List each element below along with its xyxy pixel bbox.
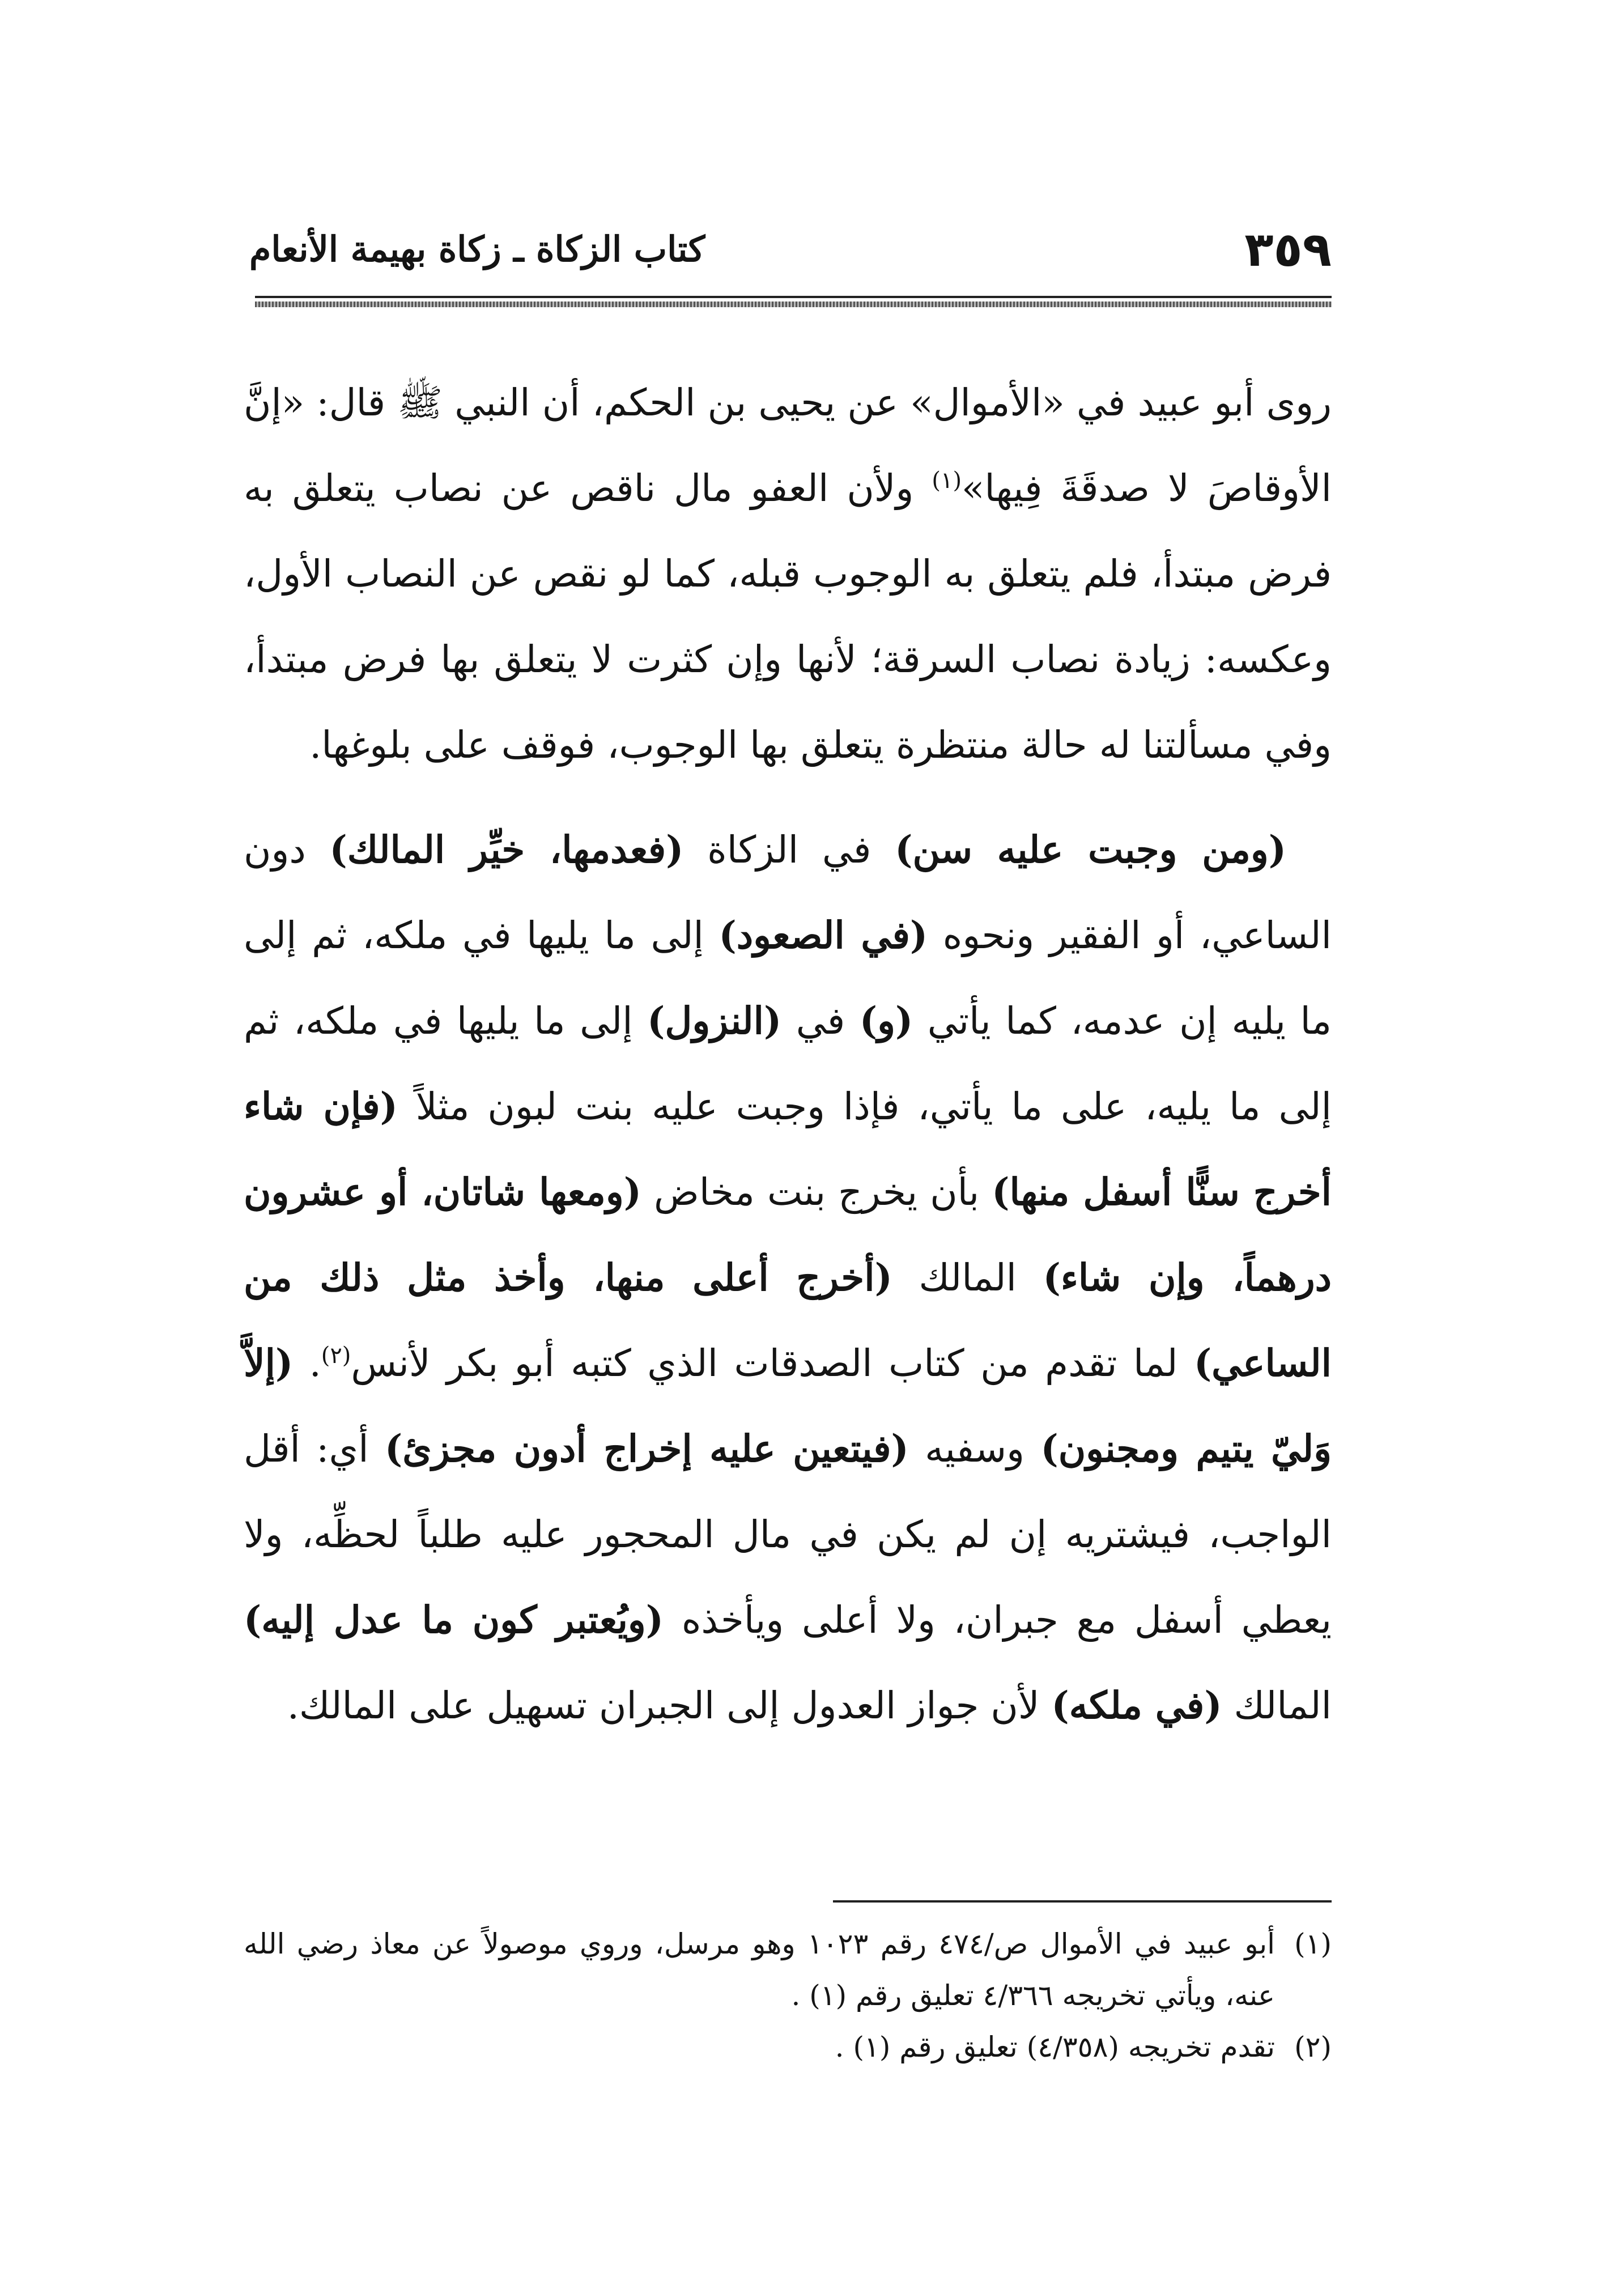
bold-run: (فيتعين عليه إخراج أدون مجزئ)	[385, 1426, 909, 1471]
text-run: ولأن العفو مال ناقص عن نصاب يتعلق به فرض مبتدأ، فلم يتعلق به الوجوب قبله، كما لو نقص عن النصاب الأول، وعكسه: زيادة نصاب السرقة؛ لأنها وإن كثرت لا يتعلق بها فرض مبتدأ، وفي مسألتنا له حالة منتظرة يتعلق بها الوجوب، فوقف على بلوغها.	[244, 466, 1332, 767]
text-run: إلى ما يليها في ملكه، ثم إلى ما يليه، على ما يأتي، فإذا وجبت عليه بنت لبون مثلاً	[244, 999, 1332, 1128]
header-rule-hatched	[255, 302, 1332, 307]
text-run: بأن يخرج بنت مخاض	[641, 1170, 992, 1214]
paragraph-1	[244, 360, 1332, 788]
text-run: إلى ما يليها في ملكه، ثم إلى ما يليه إن عدمه، كما يأتي	[244, 914, 1332, 1043]
text-run: أي: أقل الواجب، فيشتريه إن لم يكن في مال المحجور عليه طلباً لحظِّه، ولا يعطي أسفل مع جبران، ولا أعلى ويأخذه	[244, 1427, 1332, 1642]
footnotes	[244, 1918, 1332, 2073]
bold-run: (في ملكه)	[1051, 1683, 1222, 1727]
bold-run: (إلاَّ وَليّ يتيم ومجنون)	[244, 1341, 1332, 1471]
text-run: لما تقدم من كتاب الصدقات الذي كتبه أبو بكر لأنس	[351, 1341, 1194, 1385]
main-text	[244, 360, 1332, 1748]
header-rule	[255, 296, 1332, 298]
bold-run: (ويُعتبر كون ما عدل إليه)	[244, 1598, 664, 1642]
text-run: روى أبو عبيد في «الأموال» عن يحيى بن الحكم، أن النبي ﷺ قال: «إنَّ الأوقاصَ لا صدقَةَ فِيها»	[244, 381, 1332, 510]
text-run: المالك	[892, 1256, 1043, 1300]
page-number: ٣٥٩	[1244, 222, 1332, 277]
footnote-text: تقدم تخريجه (٤/٣٥٨) تعليق رقم (١) .	[835, 2031, 1275, 2063]
text-run: لأن جواز العدول إلى الجبران تسهيل على المالك.	[287, 1684, 1052, 1727]
footnote-ref-1: (١)	[932, 468, 962, 494]
bold-run: (ومعها شاتان، أو عشرون درهماً، وإن شاء)	[244, 1170, 1332, 1300]
text-run: في	[781, 999, 860, 1043]
bold-run: (فإن شاء أخرج سنًّا أسفل منها)	[244, 1084, 1332, 1214]
bold-run: (النزول)	[647, 999, 782, 1043]
footnote-number: (٢)	[1294, 2031, 1332, 2063]
text-run: في الزكاة	[683, 828, 895, 872]
footnote-ref-2: (٢)	[321, 1343, 351, 1369]
page-header	[249, 215, 1332, 300]
footnote-1	[244, 1918, 1332, 2022]
running-title: كتاب الزكاة ـ زكاة بهيمة الأنعام	[249, 228, 705, 270]
text-run: المالك	[1222, 1684, 1332, 1727]
text-run: دون الساعي، أو الفقير ونحوه	[244, 828, 1332, 957]
bold-run: (أخرج أعلى منها، وأخذ مثل ذلك من الساعي)	[244, 1255, 1332, 1385]
bold-run: (ومن وجبت عليه سن)	[895, 827, 1286, 872]
text-run: وسفيه	[908, 1427, 1041, 1471]
footnote-text: أبو عبيد في الأموال ص/٤٧٤ رقم ١٠٢٣ وهو مرسل، وروي موصولاً عن معاذ رضي الله عنه، ويأتي تخريجه ٤/٣٦٦ تعليق رقم (١) .	[244, 1927, 1276, 2012]
footnote-number: (١)	[1294, 1927, 1332, 1960]
bold-run: (فعدمها، خيِّر المالك)	[329, 827, 684, 872]
footnote-2	[244, 2022, 1332, 2073]
footnote-separator	[833, 1900, 1332, 1903]
paragraph-2	[244, 807, 1332, 1748]
text-run: .	[293, 1341, 321, 1385]
bold-run: (و)	[859, 999, 913, 1043]
bold-run: (في الصعود)	[719, 913, 928, 957]
